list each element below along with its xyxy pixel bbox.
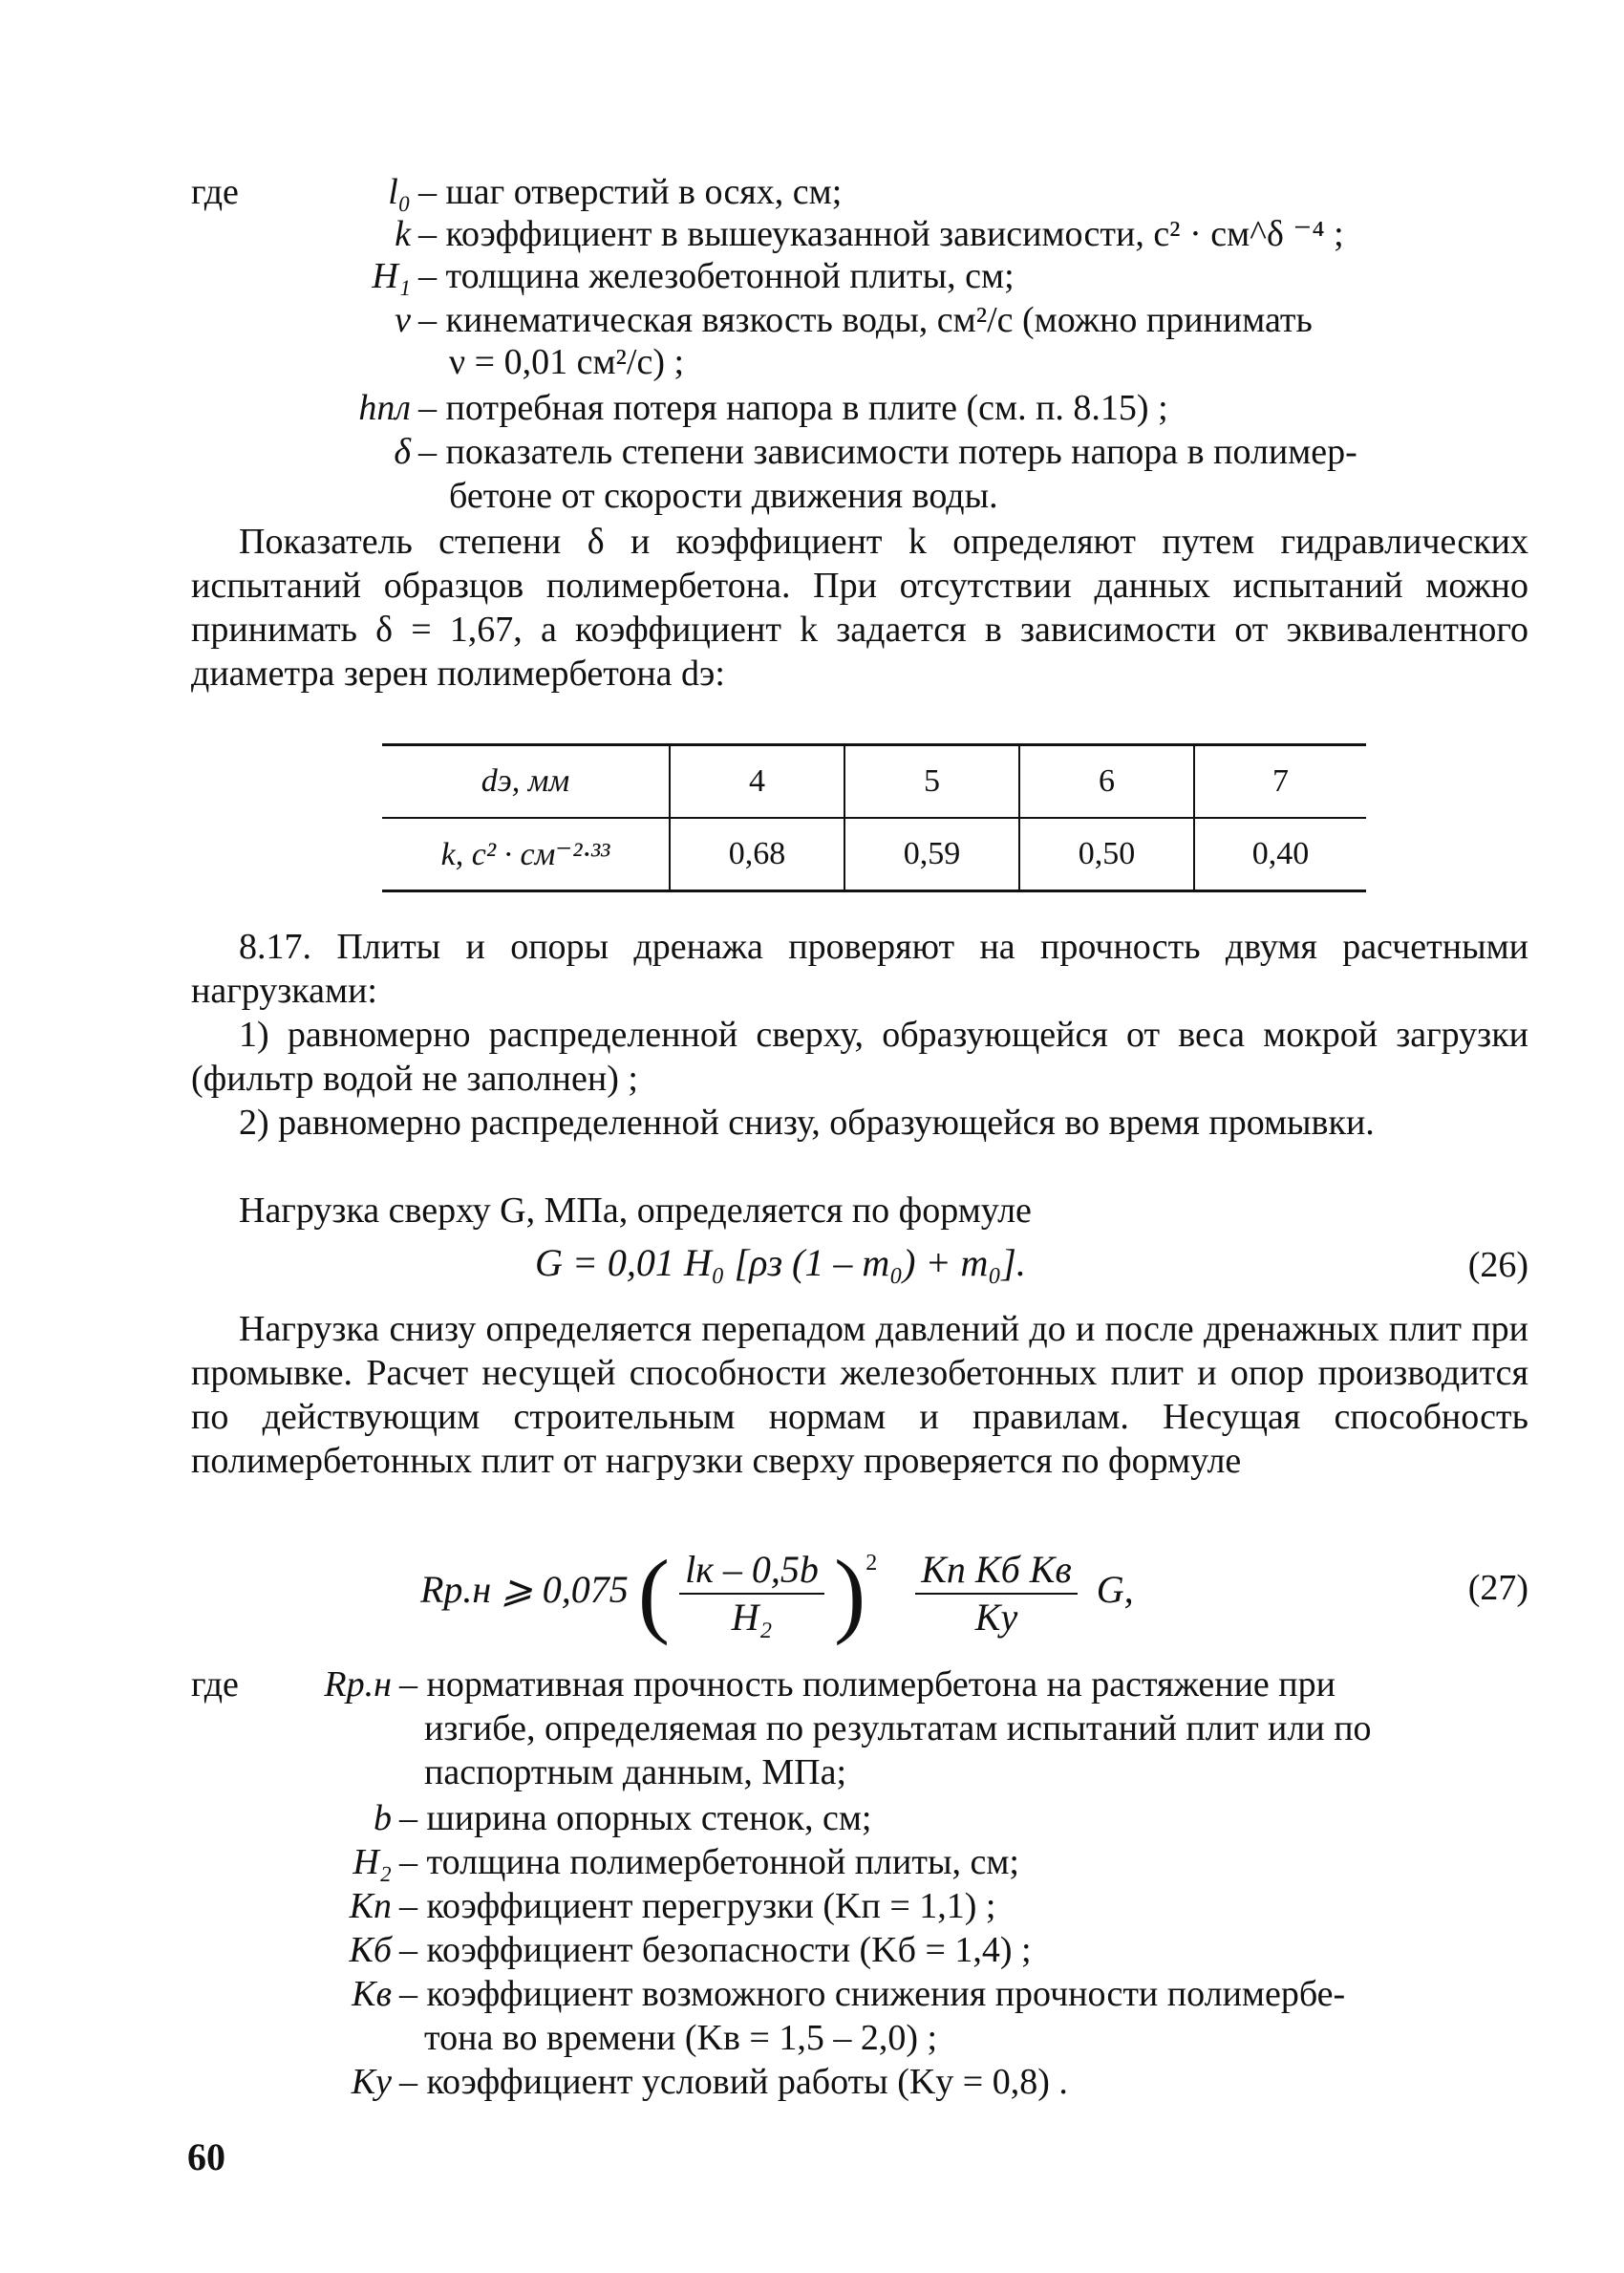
definition-text: – толщина полимербетонной плиты, см; [399, 1842, 1019, 1882]
definition-text: – шаг отверстий в осях, см; [418, 172, 843, 212]
definition-symbol: Rр.н [324, 1664, 392, 1705]
k-coefficient-table [382, 743, 1366, 892]
table-cell: 0,68 [670, 818, 844, 891]
formula-26: G = 0,01 H₀ [ρз (1 – m₀) + m₀]. [535, 1241, 1026, 1284]
definition-symbol: ν [395, 300, 411, 340]
equation-number-26: (26) [1467, 1245, 1528, 1285]
definition-text: – коэффициент безопасности (Kб = 1,4) ; [399, 1930, 1032, 1970]
fraction-numerator: lк – 0,5b [679, 1547, 824, 1595]
definition-text: – кинематическая вязкость воды, см²/с (можно принимать [418, 300, 1313, 340]
table-row-label: k, с² · см⁻²·³³ [382, 818, 670, 891]
definition-symbol: H₁ [372, 256, 411, 296]
left-paren: ( [637, 1539, 671, 1646]
definition-symbol: hпл [358, 388, 411, 428]
definition-text: изгибе, определяемая по результатам испытаний плит или по [424, 1708, 1372, 1748]
fraction-2 [915, 1547, 1078, 1640]
definition-symbol: l₀ [388, 172, 411, 212]
definition-text: – коэффициент возможного снижения прочности полимербе- [399, 1974, 1346, 2014]
where-label: где [191, 1664, 239, 1705]
definition-symbol: Kп [349, 1886, 392, 1926]
table-row [382, 818, 1366, 891]
equation-number-27: (27) [1467, 1568, 1528, 1608]
paragraph-load-bottom: Нагрузка снизу определяется перепадом давлений до и после дренажных плит при промывке. Расчет несущей способности железобетонных плит и опор производится по действующим строительным нормам и правилам. Несущая способность полимербетонных плит от нагрузки сверху проверяется по формуле [191, 1309, 1528, 1481]
definition-text: бетоне от скорости движения воды. [449, 476, 998, 516]
table-row [382, 745, 1366, 819]
definition-text: – толщина железобетонной плиты, см; [418, 256, 1015, 296]
formula-lhs: Rр.н ⩾ 0,075 [420, 1568, 629, 1611]
fraction-1 [679, 1547, 824, 1640]
table-cell: 6 [1019, 745, 1194, 819]
section-8-17: 8.17. Плиты и опоры дренажа проверяют на прочность двумя расчетными нагрузками: [191, 927, 1528, 1011]
list-item-2: 2) равномерно распределенной снизу, образующейся во время промывки. [239, 1103, 1375, 1143]
table-cell: 0,40 [1194, 818, 1366, 891]
definition-symbol: δ [394, 432, 411, 472]
fraction-denominator: H₂ [731, 1595, 773, 1639]
right-paren: ) [833, 1539, 866, 1646]
definition-text: – коэффициент условий работы (Kу = 0,8) . [399, 2062, 1068, 2102]
formula-27 [420, 1539, 1134, 1646]
definition-text: – потребная потеря напора в плите (см. п. 8.15) ; [418, 388, 1168, 428]
exponent: 2 [865, 1551, 878, 1576]
table-cell: 5 [844, 745, 1019, 819]
table-cell: 0,50 [1019, 818, 1194, 891]
definition-symbol: b [374, 1798, 392, 1838]
where-label: где [191, 172, 239, 212]
definition-symbol: Kу [351, 2062, 392, 2102]
definition-text: тона во времени (Kв = 1,5 – 2,0) ; [424, 2018, 938, 2058]
page-number: 60 [187, 2135, 225, 2178]
fraction-denominator: Kу [974, 1595, 1018, 1639]
definition-text: паспортным данным, МПа; [424, 1752, 847, 1792]
definition-symbol: H₂ [353, 1842, 392, 1882]
load-top-text: Нагрузка сверху G, МПа, определяется по формуле [239, 1190, 1032, 1231]
list-item-1: 1) равномерно распределенной сверху, образующейся от веса мокрой загрузки (фильтр водой не заполнен) ; [191, 1015, 1528, 1099]
definition-text: – показатель степени зависимости потерь напора в полимер- [418, 432, 1357, 472]
definition-text: ν = 0,01 см²/с) ; [449, 342, 685, 382]
definition-symbol: Kб [349, 1930, 392, 1970]
table-cell: 7 [1194, 745, 1366, 819]
fraction-numerator: Kп Kб Kв [915, 1547, 1078, 1595]
table-cell: 0,59 [844, 818, 1019, 891]
definition-text: – коэффициент перегрузки (Kп = 1,1) ; [399, 1886, 996, 1926]
definition-symbol: k [395, 214, 411, 254]
formula-tail: G, [1096, 1568, 1134, 1611]
definition-text: – ширина опорных стенок, см; [399, 1798, 872, 1838]
paragraph-delta-k: Показатель степени δ и коэффициент k определяют путем гидравлических испытаний образцов полимербетона. При отсутствии данных испытаний можно принимать δ = 1,67, а коэффициент k задается в зависимости от эквивалентного диаметра зерен полимербетона dэ: [191, 522, 1528, 694]
definition-text: – нормативная прочность полимербетона на растяжение при [399, 1664, 1336, 1705]
table-row-label: dэ, мм [382, 745, 670, 819]
definition-text: – коэффициент в вышеуказанной зависимости, с² · см^δ ⁻⁴ ; [418, 214, 1344, 254]
definition-symbol: Kв [352, 1974, 392, 2014]
table-cell: 4 [670, 745, 844, 819]
